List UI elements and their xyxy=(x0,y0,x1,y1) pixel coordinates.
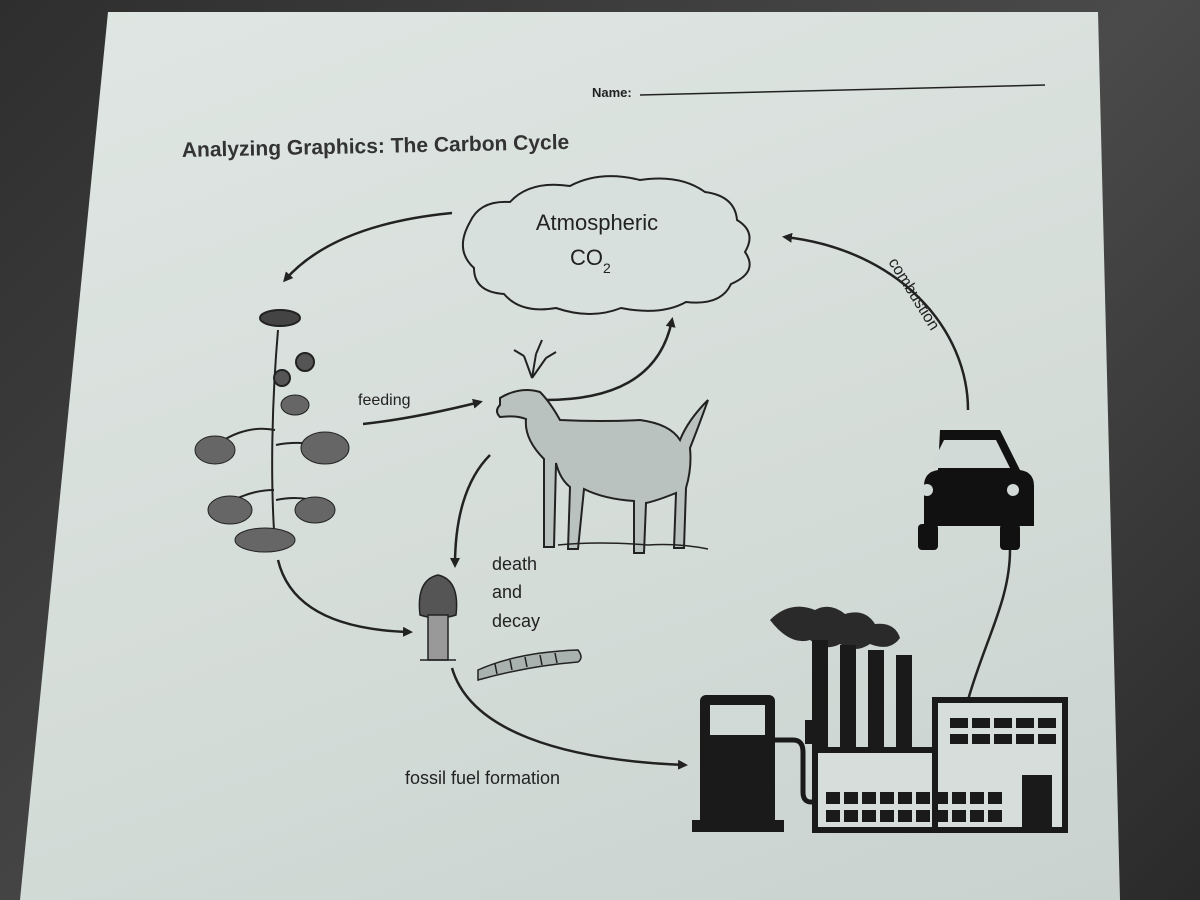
name-line xyxy=(640,85,1045,95)
atmosphere-label: Atmospheric xyxy=(535,210,659,235)
co2-subscript: 2 xyxy=(603,260,611,276)
factory-icon xyxy=(770,607,1065,830)
plant-icon xyxy=(195,310,349,552)
death-label: death xyxy=(492,554,538,574)
mushroom-icon xyxy=(419,575,456,660)
car-icon xyxy=(918,430,1034,550)
deer-icon xyxy=(497,340,708,553)
arrow-plant-to-decay xyxy=(278,560,410,632)
arrow-decay-to-fossil-fuel xyxy=(452,668,685,765)
line-factory-to-car xyxy=(968,550,1010,700)
fossil-fuel-label: fossil fuel formation xyxy=(405,768,561,788)
combustion-label: combustion xyxy=(884,255,943,334)
cloud-icon xyxy=(463,176,750,314)
gas-pump-icon xyxy=(692,695,819,832)
co2-text: CO xyxy=(570,245,603,270)
name-label: Name: xyxy=(592,85,632,100)
feeding-label: feeding xyxy=(358,392,411,409)
page-title: Analyzing Graphics: The Carbon Cycle xyxy=(181,130,570,162)
and-label: and xyxy=(492,582,523,602)
arrow-deer-to-atmosphere xyxy=(545,320,672,400)
arrow-deer-to-decay xyxy=(455,455,490,565)
decay-label: decay xyxy=(492,611,541,631)
arrow-atmosphere-to-plant xyxy=(285,213,452,280)
worm-icon xyxy=(478,650,581,680)
